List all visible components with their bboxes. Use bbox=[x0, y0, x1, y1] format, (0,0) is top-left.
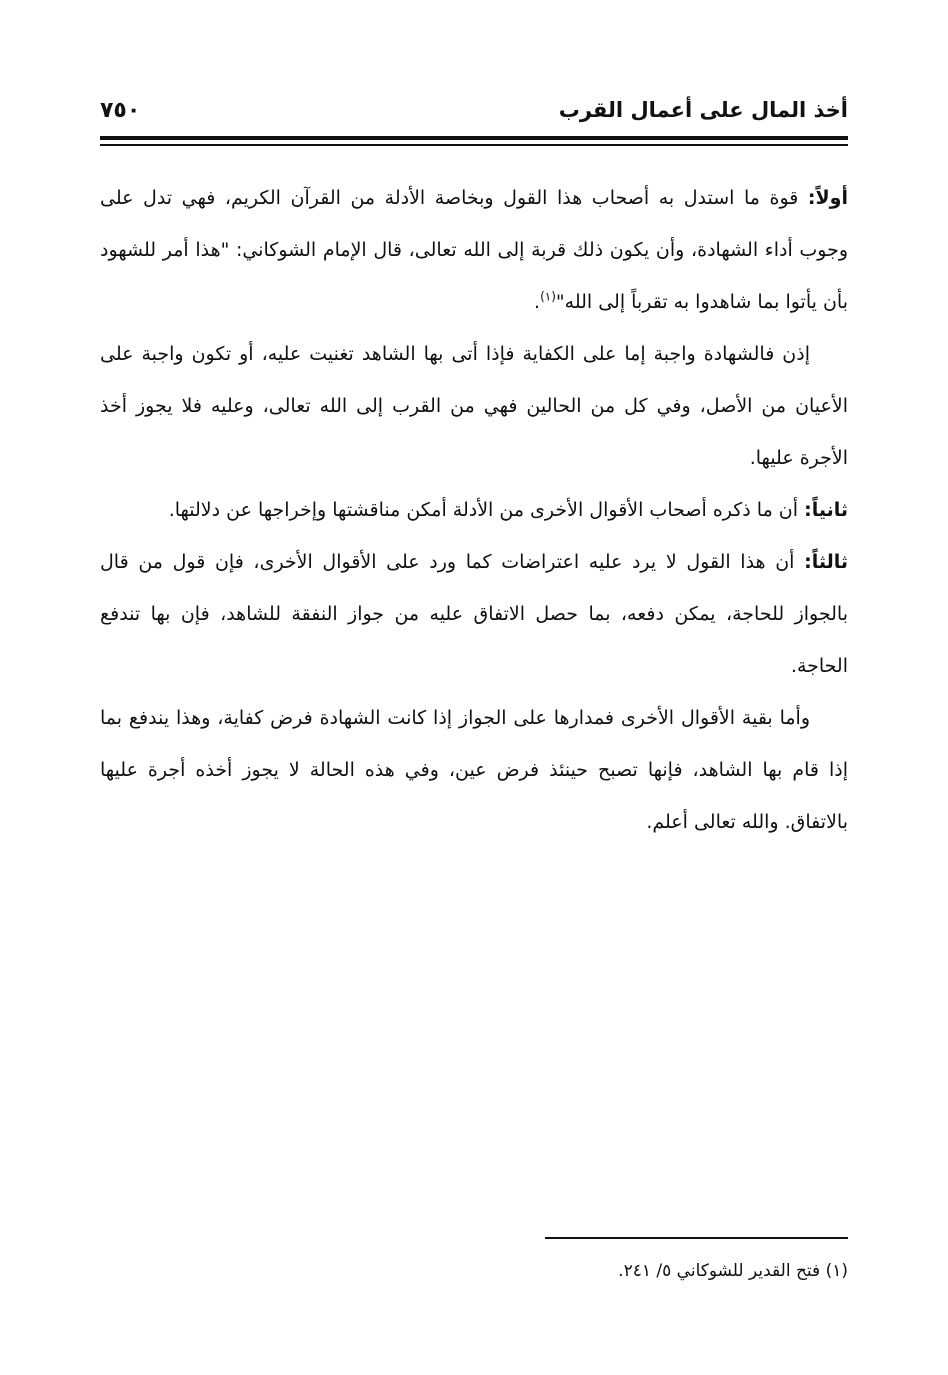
header-rule-thick bbox=[100, 136, 848, 140]
paragraph-third bbox=[100, 484, 848, 536]
paragraph-first bbox=[100, 172, 848, 328]
paragraph-fifth bbox=[100, 692, 848, 848]
paragraph-text: إذن فالشهادة واجبة إما على الكفاية فإذا أتى بها الشاهد تغنيت عليه، أو تكون واجبة على الأعيان من الأصل، وفي كل من الحالين فهي من القرب إلى الله تعالى، وعليه فلا يجوز أخذ الأجرة عليها. bbox=[100, 343, 848, 469]
paragraph-text: أن ما ذكره أصحاب الأقوال الأخرى من الأدلة أمكن مناقشتها وإخراجها عن دلالتها. bbox=[168, 499, 805, 521]
paragraph-second bbox=[100, 328, 848, 484]
footnote: (١) فتح القدير للشوكاني ٥/ ٢٤١. bbox=[618, 1261, 848, 1281]
paragraph-lead: أولاً: bbox=[807, 187, 848, 209]
chapter-title: أخذ المال على أعمال القرب bbox=[558, 98, 848, 122]
paragraph-text: قوة ما استدل به أصحاب هذا القول وبخاصة الأدلة من القرآن الكريم، فهي تدل على وجوب أداء الشهادة، وأن يكون ذلك قربة إلى الله تعالى، قال الإمام الشوكاني: "هذا أمر للشهود بأن يأتوا بما شاهدوا به تقرباً إلى الله" bbox=[100, 187, 848, 313]
paragraph-fourth bbox=[100, 536, 848, 692]
page-number: ٧٥٠ bbox=[100, 98, 141, 123]
body-text bbox=[100, 172, 848, 848]
paragraph-tail: . bbox=[534, 291, 541, 313]
running-header bbox=[100, 98, 848, 132]
paragraph-text: وأما بقية الأقوال الأخرى فمدارها على الجواز إذا كانت الشهادة فرض كفاية، وهذا يندفع بما إذا قام بها الشاهد، فإنها تصبح حينئذ فرض عين، وفي هذه الحالة لا يجوز أخذه أجرة عليها بالاتفاق. والله تعالى أعلم. bbox=[100, 707, 848, 833]
header-rule-thin bbox=[100, 144, 848, 146]
paragraph-text: أن هذا القول لا يرد عليه اعتراضات كما ورد على الأقوال الأخرى، فإن قول من قال بالجواز للحاجة، يمكن دفعه، بما حصل الاتفاق عليه من جواز النفقة للشاهد، فإن بها تندفع الحاجة. bbox=[100, 551, 848, 677]
footnote-separator bbox=[545, 1237, 848, 1239]
footnote-reference: (١) bbox=[540, 289, 556, 304]
paragraph-lead: ثالثاً: bbox=[804, 551, 848, 573]
paragraph-lead: ثانياً: bbox=[804, 499, 848, 521]
